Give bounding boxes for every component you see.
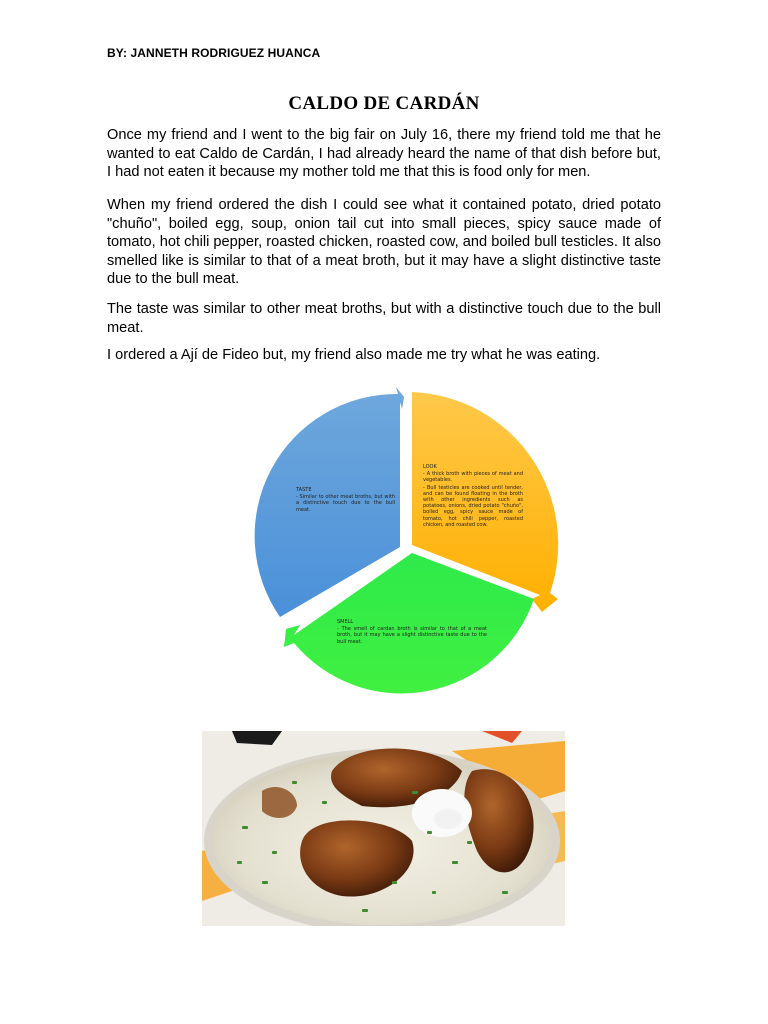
smell-heading: SMELL xyxy=(337,619,354,625)
paragraph-fair-visit: Once my friend and I went to the big fair on July 16, there my friend told me that he wanted to eat Caldo de Cardán, I had already heard the name of that dish before but, I had not eaten it because my mother told me that this is food only for men. xyxy=(107,127,661,181)
caldo-de-cardan-photo xyxy=(202,731,565,926)
look-segment-text xyxy=(423,464,523,529)
look-heading: LOOK xyxy=(423,464,437,470)
smell-line-1: - The smell of cardan broth is similar to that of a meat broth, but it may have a slight distinctive taste due to the bull meat. xyxy=(337,626,487,645)
document-title: CALDO DE CARDÁN xyxy=(288,93,480,114)
taste-segment-text xyxy=(296,487,395,514)
look-line-1: - A thick broth with pieces of meat and vegetables. xyxy=(423,471,523,484)
taste-line-1: - Similar to other meat broths, but with a distinctive touch due to the bull meat. xyxy=(296,494,395,513)
senses-cycle-diagram xyxy=(250,385,570,710)
smell-segment-text xyxy=(337,619,487,646)
author-line: BY: JANNETH RODRIGUEZ HUANCA xyxy=(107,46,321,60)
soup-bowl-image xyxy=(202,731,565,926)
cycle-diagram-shapes xyxy=(250,385,570,710)
paragraph-taste: The taste was similar to other meat broths, but with a distinctive touch due to the bull meat. xyxy=(107,301,661,336)
look-line-2: - Bull testicles are cooked until tender, and can be found floating in the broth with other ingredients such as potatoes, onions, dried potato "chuño", boiled egg, spicy sauce made of tomato, hot chili pepper, roasted chicken, and roasted cow. xyxy=(423,484,523,528)
paragraph-order: I ordered a Ají de Fideo but, my friend also made me try what he was eating. xyxy=(107,347,601,363)
paragraph-dish-contents: When my friend ordered the dish I could see what it contained potato, dried potato "chuño", boiled egg, soup, onion tail cut into small pieces, spicy sauce made of tomato, hot chili pepper, roasted chicken, roasted cow, and boiled bull testicles. It also smelled like is similar to that of a meat broth, but it may have a slight distinctive taste due to the bull meat. xyxy=(107,197,661,288)
taste-heading: TASTE xyxy=(296,487,312,493)
